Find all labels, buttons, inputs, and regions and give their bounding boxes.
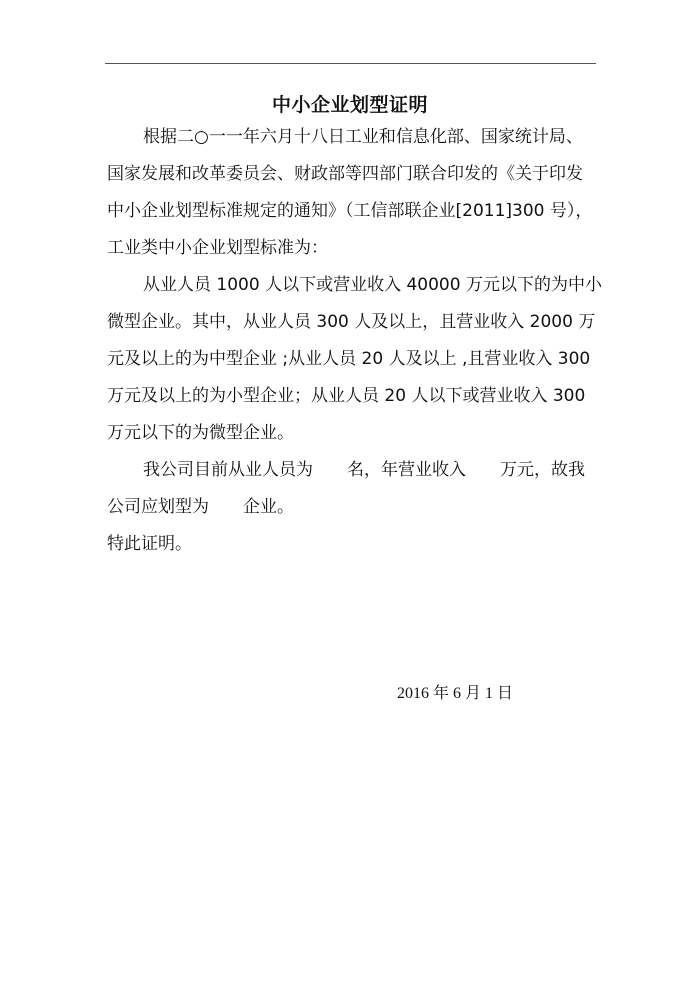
paragraph-2-line-5: 万元以下的为微型企业。 bbox=[107, 423, 294, 443]
paragraph-2-line-4: 万元及以上的为小型企业；从业人员 20 人以下或营业收入 300 bbox=[107, 386, 586, 406]
paragraph-2-line-2: 微型企业。其中，从业人员 300 人及以上，且营业收入 2000 万 bbox=[107, 312, 596, 332]
paragraph-3-line-1: 我公司目前从业人员为 名，年营业收入 万元，故我 bbox=[143, 460, 585, 480]
paragraph-1-line-3: 中小企业划型标准规定的通知》（工信部联企业[2011]300 号）， bbox=[107, 201, 593, 221]
paragraph-2-line-3: 元及以上的为中型企业 ;从业人员 20 人及以上 ,且营业收入 300 bbox=[107, 349, 591, 369]
document-date: 2016 年 6 月 1 日 bbox=[397, 685, 514, 702]
paragraph-2-line-1: 从业人员 1000 人以下或营业收入 40000 万元以下的为中小 bbox=[143, 275, 602, 295]
paragraph-1-line-4: 工业类中小企业划型标准为： bbox=[107, 238, 328, 258]
paragraph-1-line-1: 根据二○一一年六月十八日工业和信息化部、国家统计局、 bbox=[143, 127, 583, 147]
paragraph-1-line-2: 国家发展和改革委员会、财政部等四部门联合印发的《关于印发 bbox=[107, 164, 583, 184]
header-rule bbox=[105, 63, 596, 64]
document-title: 中小企业划型证明 bbox=[271, 94, 428, 116]
paragraph-3-line-2: 公司应划型为 企业。 bbox=[107, 497, 294, 517]
closing-statement: 特此证明。 bbox=[107, 534, 192, 554]
